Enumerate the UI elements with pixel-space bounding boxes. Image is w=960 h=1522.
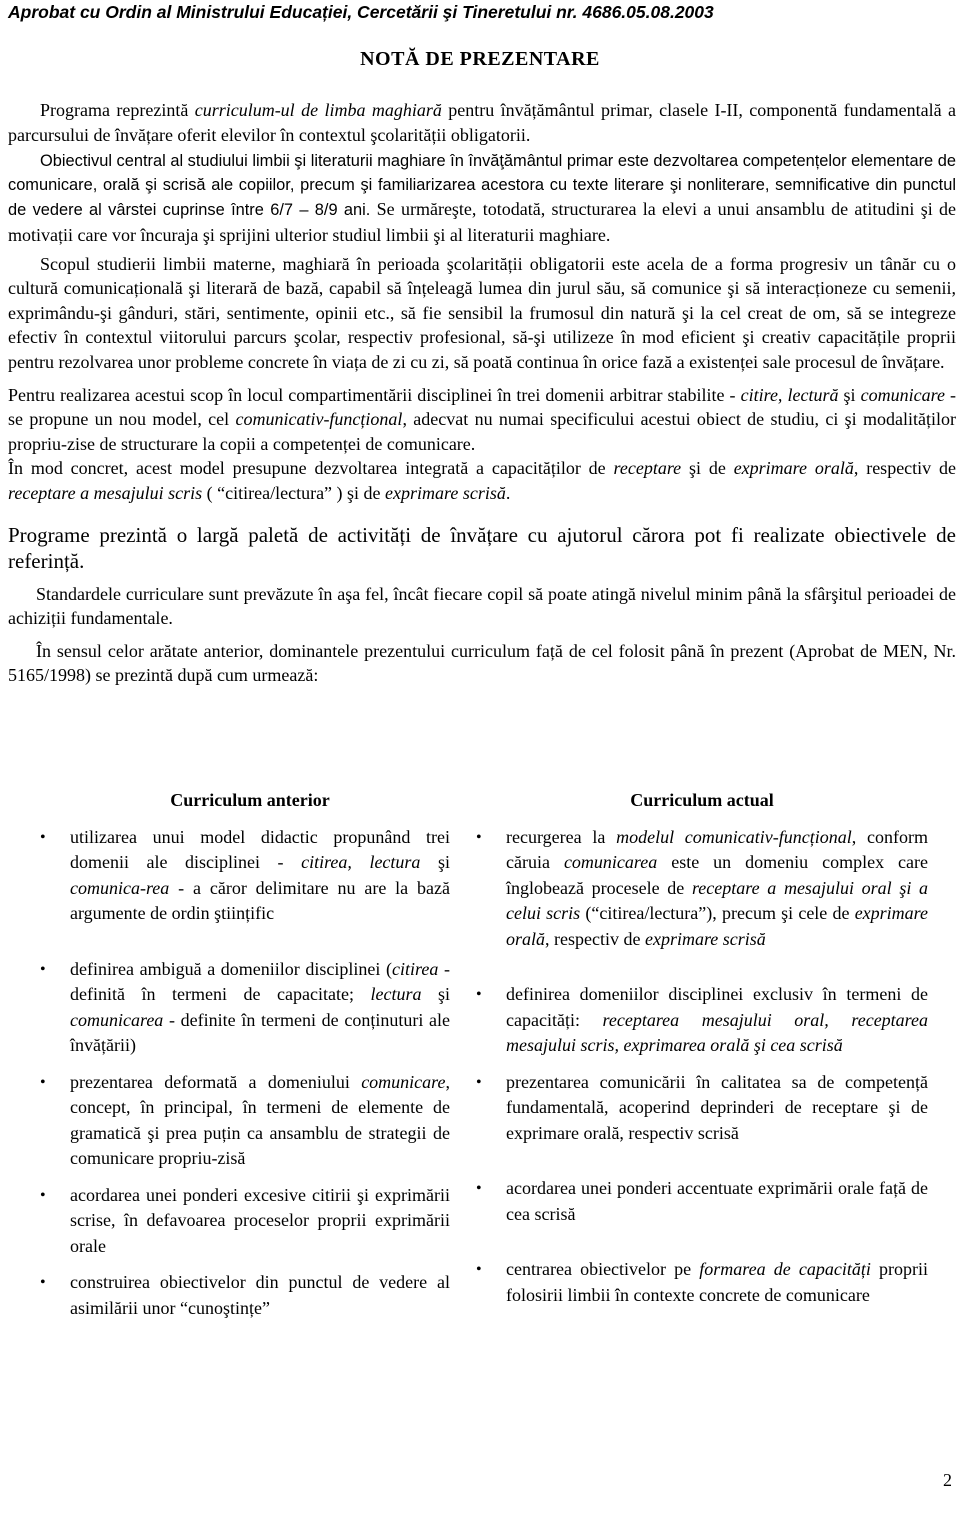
programs-paragraph: Programe prezintă o largă paletă de activități de învățare cu ajutorul cărora pot fi realizate obiectivele de referință. xyxy=(8,522,956,573)
bullet-icon: • xyxy=(40,1073,46,1091)
text-span: şi de xyxy=(681,458,734,479)
bullet-icon: • xyxy=(40,828,46,846)
approval-header: Aprobat cu Ordin al Ministrului Educației, Cercetării şi Tineretului nr. 4686.05.08.2003 xyxy=(8,2,714,22)
italic-span: comunicare xyxy=(860,384,945,405)
text-span: - a căror delimitare nu are la bază argumente de ordin ştiințific xyxy=(70,877,450,923)
italic-span: modelul comunicativ-funcțional xyxy=(616,826,852,847)
text-span: prezentarea deformată a domeniului xyxy=(70,1071,362,1092)
comparison-item xyxy=(476,1176,928,1227)
italic-span: comunica-rea xyxy=(70,877,170,898)
bullet-icon: • xyxy=(40,1274,46,1291)
text-span: şi xyxy=(421,984,450,1004)
italic-span: receptare a mesajului oral şi a celui scris xyxy=(506,877,929,923)
comparison-item xyxy=(476,825,928,953)
comparison-item xyxy=(40,1270,450,1321)
bullet-icon: • xyxy=(40,1186,46,1204)
text-span: , respectiv de xyxy=(545,928,645,949)
text-span: prezentarea comunicării în calitatea sa de competență fundamentală, acoperind deprinderi de receptare şi de exprimare orală, respectiv scrisă xyxy=(506,1071,928,1143)
previous-curriculum-column xyxy=(40,788,450,1321)
italic-span: curriculum-ul de limba maghiară xyxy=(194,100,442,120)
italic-span: comunicare xyxy=(361,1071,446,1092)
italic-span: citire, lectură xyxy=(740,384,839,405)
text-span: definirea domeniilor disciplinei exclusiv în termeni de capacități: xyxy=(506,984,928,1030)
standards-paragraph: Standardele curriculare sunt prevăzute în aşa fel, încât fiecare copil să poate atingă nivelul minim până la sfârşitul perioadei de achiziții fundamentale. xyxy=(8,583,956,629)
text-span: Se urmăreşte, totodată, structurarea la elevi a unui ansamblu de atitudini şi de motivații care vor încuraja şi sprijini ulterior studiul limbii şi al literaturii maghiare. xyxy=(8,199,956,245)
italic-span: comunicarea xyxy=(563,852,658,872)
italic-span: lectura xyxy=(370,984,422,1004)
text-span: - definită în termeni de capacitate; xyxy=(70,958,450,1004)
italic-span: comunicarea xyxy=(70,1009,164,1030)
text-span: Pentru realizarea acestui scop în locul compartimentării disciplinei în trei domenii arbitrar stabilite - xyxy=(8,384,741,405)
italic-span: citirea, lectura xyxy=(301,852,421,872)
text-span: . xyxy=(505,482,511,503)
realization-paragraph xyxy=(8,383,956,457)
page-number: 2 xyxy=(943,1470,952,1490)
text-span: Programa reprezintă xyxy=(40,100,195,120)
dominants-paragraph: În sensul celor arătate anterior, dominantele prezentului curriculum față de cel folosit până în prezent (Aprobat de MEN, Nr. 5165/1998) se prezintă după cum urmează: xyxy=(8,640,956,686)
integration-paragraph xyxy=(8,456,956,505)
italic-span: receptarea mesajului oral, receptarea mesajului scris, exprimarea orală şi cea scrisă xyxy=(506,1009,929,1055)
text-span: - se propune un nou model, cel xyxy=(8,384,956,430)
comparison-item xyxy=(40,1070,450,1172)
bullet-icon: • xyxy=(476,1180,482,1197)
text-span: centrarea obiectivelor pe xyxy=(506,1259,700,1279)
text-span: acordarea unei ponderi excesive citirii şi exprimării scrise, în defavoarea proceselor proprii exprimării orale xyxy=(70,1184,450,1256)
text-span: , respectiv de xyxy=(853,458,957,479)
text-span: ( “citirea/lectura” ) şi de xyxy=(202,482,386,503)
text-span: - definite în termeni de conținuturi ale învățării) xyxy=(70,1009,450,1055)
text-span: , concept, în principal, în termeni de elemente de gramatică şi prea puțin ca ansamblu de strategii de comunicare propriu-zisă xyxy=(70,1071,450,1168)
presentation-body xyxy=(8,98,956,688)
comparison-item xyxy=(476,982,928,1059)
text-span: proprii folosirii limbii în contexte concrete de comunicare xyxy=(506,1259,928,1305)
italic-span: exprimare scrisă xyxy=(644,928,766,949)
text-span: , conform căruia xyxy=(506,826,929,872)
comparison-item xyxy=(40,825,450,927)
text-span: , adecvat nu numai specificului acestui obiect de studiu, ci şi modalităților propriu-zise de structurare la copii a competenței de comunicare. xyxy=(8,409,956,454)
text-span: este un domeniu complex care înglobează procesele de xyxy=(506,852,928,898)
italic-span: receptare xyxy=(613,458,682,479)
italic-span: exprimare orală xyxy=(733,458,854,479)
bullet-icon: • xyxy=(476,986,482,1003)
italic-span: exprimare orală xyxy=(506,903,928,949)
comparison-item xyxy=(476,1257,928,1308)
comparison-item xyxy=(40,1183,450,1260)
text-span: şi xyxy=(420,852,450,872)
purpose-paragraph: Scopul studierii limbii materne, maghiară în perioada şcolarității obligatorii este acela de a forma progresiv un tânăr cu o cultură comunicațională şi literară de bază, capabil să înțeleagă lumea din jurul său, să comunice şi să interacționeze cu semenii, exprimându-şi gânduri, stări, sentimente, opinii etc., să fie sensibil la frumosul din natură şi la cel creat de om, să se integreze efectiv în contextul viitorului parcurs şcolar, respectiv profesional, să-şi utilizeze în mod eficient şi creativ capacitățile proprii pentru rezolvarea unor probleme concrete în viața de zi cu zi, să poată continua în orice fază a existenței sale procesul de învățare. xyxy=(8,253,956,372)
text-span: utilizarea unui model didactic propunând trei domenii ale disciplinei - xyxy=(70,826,450,872)
text-span: pentru învățământul primar, clasele I-II, componentă fundamentală a parcursului de învățare oferit elevilor în contextul şcolarității obligatorii. xyxy=(8,100,956,145)
intro-paragraph xyxy=(8,98,956,147)
bullet-icon: • xyxy=(476,1073,482,1091)
text-span: (“citirea/lectura”), precum şi cele de xyxy=(580,903,855,923)
previous-curriculum-list xyxy=(40,825,450,1322)
comparison-item xyxy=(476,1070,928,1147)
current-curriculum-column xyxy=(476,788,928,1308)
page-title: NOTĂ DE PREZENTARE xyxy=(360,48,600,70)
text-span: construirea obiectivelor din punctul de vedere al asimilării unor “cunoştințe” xyxy=(70,1272,450,1318)
current-curriculum-list xyxy=(476,825,928,1309)
italic-span: receptare a mesajului scris xyxy=(8,482,203,503)
text-span: În mod concret, acest model presupune dezvoltarea integrată a capacităților de xyxy=(8,458,614,479)
text-span: definirea ambiguă a domeniilor disciplinei ( xyxy=(70,958,393,979)
text-span: recurgerea la xyxy=(506,826,617,847)
comparison-item xyxy=(40,957,450,1059)
objective-paragraph xyxy=(8,150,956,248)
bullet-icon: • xyxy=(476,1261,482,1278)
text-span: Obiectivul central al studiului limbii şi literaturii maghiare în învăţământul primar este dezvoltarea competențelor elementare de comunicare, orală şi scrisă ale copiilor, precum şi familiarizarea acestora cu texte literare şi nonliterare, semnificative din punctul de vedere al vârstei cuprinse între 6/7 – 8/9 ani. xyxy=(8,152,956,220)
italic-span: citirea xyxy=(392,958,439,979)
current-curriculum-header: Curriculum actual xyxy=(630,790,774,810)
italic-span: formarea de capacități xyxy=(699,1259,871,1279)
italic-span: comunicativ-funcțional xyxy=(235,409,403,430)
bullet-icon: • xyxy=(476,828,482,846)
italic-span: exprimare scrisă xyxy=(385,482,506,503)
bullet-icon: • xyxy=(40,960,46,978)
text-span: şi xyxy=(838,384,861,405)
previous-curriculum-header: Curriculum anterior xyxy=(170,790,330,810)
text-span: acordarea unei ponderi accentuate exprimării orale față de cea scrisă xyxy=(506,1178,928,1224)
